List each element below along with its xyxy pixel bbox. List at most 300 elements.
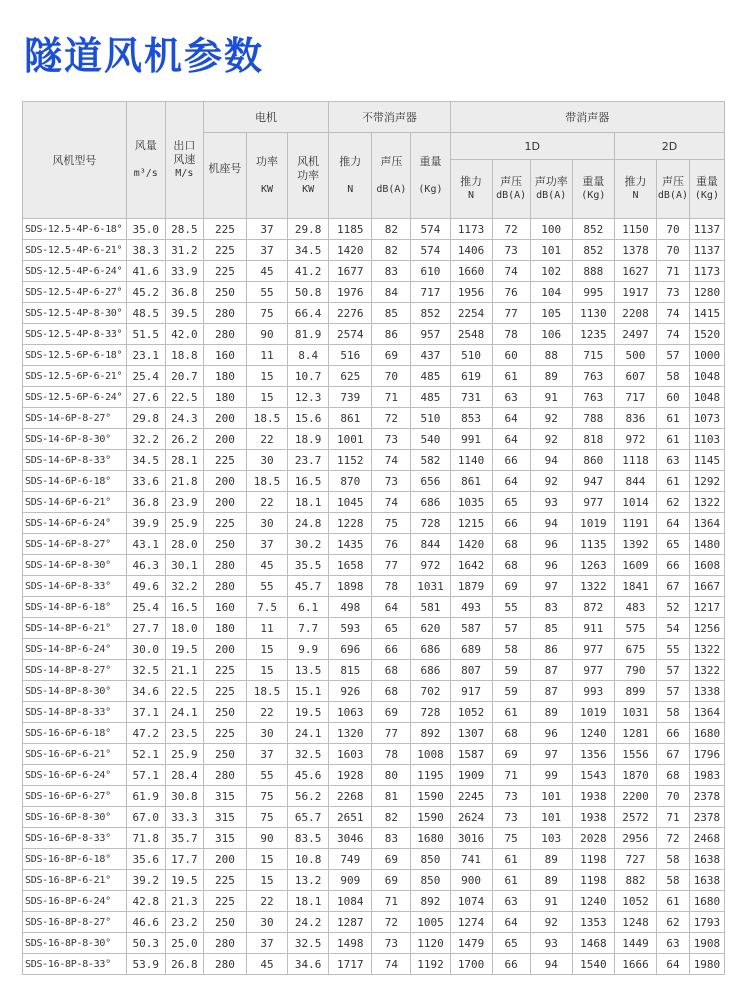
table-cell: 58 — [657, 702, 690, 723]
table-cell: 69 — [372, 702, 411, 723]
table-cell: 3046 — [329, 828, 372, 849]
table-cell: 68 — [372, 660, 411, 681]
cell-model: SDS-16-6P-8-33° — [23, 828, 127, 849]
table-row — [23, 450, 725, 471]
table-cell: 51.5 — [126, 324, 165, 345]
table-cell: 582 — [411, 450, 450, 471]
table-cell: 19.5 — [165, 870, 203, 891]
table-cell: 861 — [329, 408, 372, 429]
header-airflow: 风量 m³/s — [126, 102, 165, 219]
header-1d-weight: 重量 (Kg) — [572, 160, 614, 219]
table-cell: 45.7 — [288, 576, 329, 597]
table-cell: 1198 — [572, 849, 614, 870]
table-cell: 74 — [657, 303, 690, 324]
table-cell: 37 — [247, 534, 288, 555]
table-cell: 225 — [203, 870, 246, 891]
table-row — [23, 387, 725, 408]
table-cell: 993 — [572, 681, 614, 702]
table-cell: 30 — [247, 912, 288, 933]
cell-model: SDS-16-8P-6-18° — [23, 849, 127, 870]
table-cell: 52 — [657, 597, 690, 618]
table-cell: 1281 — [614, 723, 656, 744]
table-cell: 66 — [657, 723, 690, 744]
table-cell: 225 — [203, 660, 246, 681]
table-cell: 1008 — [411, 744, 450, 765]
cell-model: SDS-14-6P-8-27° — [23, 408, 127, 429]
table-cell: 1841 — [614, 576, 656, 597]
header-2d-spl: 声压 dB(A) — [657, 160, 690, 219]
table-cell: 911 — [572, 618, 614, 639]
table-cell: 1677 — [329, 261, 372, 282]
table-cell: 23.7 — [288, 450, 329, 471]
table-cell: 70 — [657, 240, 690, 261]
table-cell: 493 — [450, 597, 492, 618]
table-cell: 1356 — [572, 744, 614, 765]
table-cell: 90 — [247, 324, 288, 345]
table-cell: 37.1 — [126, 702, 165, 723]
table-cell: 61 — [492, 870, 530, 891]
table-cell: 55 — [247, 282, 288, 303]
table-cell: 1135 — [572, 534, 614, 555]
table-cell: 485 — [411, 366, 450, 387]
cell-model: SDS-16-8P-6-24° — [23, 891, 127, 912]
table-cell: 55 — [247, 576, 288, 597]
cell-model: SDS-16-6P-6-24° — [23, 765, 127, 786]
cell-model: SDS-14-6P-6-21° — [23, 492, 127, 513]
table-cell: 72 — [372, 408, 411, 429]
table-cell: 610 — [411, 261, 450, 282]
table-cell: 9.9 — [288, 639, 329, 660]
table-cell: 1240 — [572, 891, 614, 912]
header-1d-spl: 声压 dB(A) — [492, 160, 530, 219]
table-cell: 18.1 — [288, 492, 329, 513]
table-row — [23, 891, 725, 912]
table-cell: 74 — [492, 261, 530, 282]
table-cell: 73 — [372, 471, 411, 492]
table-cell: 717 — [614, 387, 656, 408]
table-cell: 180 — [203, 366, 246, 387]
table-cell: 68 — [492, 555, 530, 576]
table-cell: 77 — [372, 555, 411, 576]
table-cell: 60 — [492, 345, 530, 366]
table-cell: 61 — [657, 408, 690, 429]
header-outlet-speed: 出口 风速 M/s — [165, 102, 203, 219]
table-cell: 1263 — [572, 555, 614, 576]
table-cell: 437 — [411, 345, 450, 366]
table-cell: 1118 — [614, 450, 656, 471]
table-cell: 250 — [203, 912, 246, 933]
cell-model: SDS-16-8P-8-27° — [23, 912, 127, 933]
table-cell: 280 — [203, 954, 246, 975]
table-cell: 30.8 — [165, 786, 203, 807]
table-cell: 35.0 — [126, 219, 165, 240]
table-cell: 280 — [203, 765, 246, 786]
table-row — [23, 513, 725, 534]
table-cell: 53.9 — [126, 954, 165, 975]
table-cell: 860 — [572, 450, 614, 471]
table-cell: 6.1 — [288, 597, 329, 618]
table-cell: 24.1 — [165, 702, 203, 723]
table-cell: 899 — [614, 681, 656, 702]
table-cell: 58 — [657, 870, 690, 891]
cell-model: SDS-16-8P-6-21° — [23, 870, 127, 891]
table-row — [23, 555, 725, 576]
table-cell: 96 — [530, 723, 572, 744]
table-cell: 498 — [329, 597, 372, 618]
table-cell: 18.8 — [165, 345, 203, 366]
table-cell: 1870 — [614, 765, 656, 786]
table-cell: 106 — [530, 324, 572, 345]
table-cell: 94 — [530, 513, 572, 534]
table-cell: 50.3 — [126, 933, 165, 954]
cell-model: SDS-12.5-4P-6-24° — [23, 261, 127, 282]
table-row — [23, 702, 725, 723]
table-cell: 76 — [372, 534, 411, 555]
table-cell: 68 — [492, 723, 530, 744]
table-cell: 64 — [657, 954, 690, 975]
table-cell: 92 — [530, 429, 572, 450]
fan-parameter-table — [22, 101, 725, 975]
table-cell: 25.4 — [126, 366, 165, 387]
table-cell: 763 — [572, 366, 614, 387]
table-cell: 63 — [657, 933, 690, 954]
table-cell: 28.1 — [165, 450, 203, 471]
table-cell: 16.5 — [165, 597, 203, 618]
table-cell: 1215 — [450, 513, 492, 534]
table-cell: 34.5 — [288, 240, 329, 261]
table-cell: 225 — [203, 891, 246, 912]
table-cell: 64 — [492, 912, 530, 933]
table-cell: 67.0 — [126, 807, 165, 828]
table-cell: 33.6 — [126, 471, 165, 492]
table-cell: 66 — [492, 450, 530, 471]
cell-model: SDS-12.5-4P-8-33° — [23, 324, 127, 345]
cell-model: SDS-16-8P-8-30° — [23, 933, 127, 954]
table-cell: 64 — [492, 471, 530, 492]
table-cell: 42.8 — [126, 891, 165, 912]
table-cell: 1052 — [614, 891, 656, 912]
table-cell: 8.4 — [288, 345, 329, 366]
table-cell: 26.2 — [165, 429, 203, 450]
table-cell: 67 — [657, 576, 690, 597]
table-cell: 71.8 — [126, 828, 165, 849]
table-cell: 61 — [492, 702, 530, 723]
table-cell: 73 — [492, 807, 530, 828]
table-cell: 77 — [372, 723, 411, 744]
table-cell: 71 — [657, 261, 690, 282]
table-cell: 1660 — [450, 261, 492, 282]
table-cell: 1908 — [689, 933, 724, 954]
table-cell: 2624 — [450, 807, 492, 828]
table-cell: 1917 — [614, 282, 656, 303]
table-cell: 27.6 — [126, 387, 165, 408]
table-row — [23, 786, 725, 807]
table-cell: 94 — [530, 450, 572, 471]
table-cell: 1019 — [572, 513, 614, 534]
table-cell: 2268 — [329, 786, 372, 807]
table-cell: 1642 — [450, 555, 492, 576]
table-cell: 23.9 — [165, 492, 203, 513]
table-cell: 991 — [450, 429, 492, 450]
table-cell: 1680 — [689, 891, 724, 912]
cell-model: SDS-14-6P-8-30° — [23, 555, 127, 576]
table-cell: 1406 — [450, 240, 492, 261]
table-cell: 28.5 — [165, 219, 203, 240]
table-cell: 225 — [203, 681, 246, 702]
table-cell: 1228 — [329, 513, 372, 534]
table-cell: 11 — [247, 618, 288, 639]
table-cell: 68 — [657, 765, 690, 786]
table-cell: 60 — [657, 387, 690, 408]
table-cell: 57.1 — [126, 765, 165, 786]
table-cell: 83.5 — [288, 828, 329, 849]
table-cell: 30.1 — [165, 555, 203, 576]
table-row — [23, 849, 725, 870]
table-cell: 85 — [530, 618, 572, 639]
table-cell: 315 — [203, 828, 246, 849]
table-cell: 23.2 — [165, 912, 203, 933]
table-cell: 39.2 — [126, 870, 165, 891]
table-cell: 1700 — [450, 954, 492, 975]
table-cell: 1498 — [329, 933, 372, 954]
table-cell: 510 — [411, 408, 450, 429]
table-cell: 909 — [329, 870, 372, 891]
table-cell: 103 — [530, 828, 572, 849]
table-cell: 37 — [247, 933, 288, 954]
table-header — [23, 102, 725, 219]
table-cell: 607 — [614, 366, 656, 387]
table-cell: 1052 — [450, 702, 492, 723]
table-cell: 2572 — [614, 807, 656, 828]
table-cell: 34.5 — [126, 450, 165, 471]
table-cell: 1240 — [572, 723, 614, 744]
table-cell: 807 — [450, 660, 492, 681]
table-cell: 74 — [372, 450, 411, 471]
table-cell: 97 — [530, 744, 572, 765]
table-cell: 1014 — [614, 492, 656, 513]
table-row — [23, 870, 725, 891]
table-cell: 61 — [657, 471, 690, 492]
table-cell: 977 — [572, 639, 614, 660]
table-cell: 11 — [247, 345, 288, 366]
table-cell: 715 — [572, 345, 614, 366]
table-cell: 995 — [572, 282, 614, 303]
cell-model: SDS-16-8P-8-33° — [23, 954, 127, 975]
table-cell: 1609 — [614, 555, 656, 576]
table-cell: 1680 — [411, 828, 450, 849]
table-cell: 69 — [492, 744, 530, 765]
table-cell: 1983 — [689, 765, 724, 786]
table-cell: 65 — [657, 534, 690, 555]
table-cell: 94 — [530, 954, 572, 975]
table-cell: 57 — [657, 660, 690, 681]
table-cell: 727 — [614, 849, 656, 870]
table-cell: 15 — [247, 387, 288, 408]
table-cell: 2468 — [689, 828, 724, 849]
table-cell: 1638 — [689, 870, 724, 891]
table-cell: 1001 — [329, 429, 372, 450]
cell-model: SDS-12.5-4P-6-21° — [23, 240, 127, 261]
table-cell: 1627 — [614, 261, 656, 282]
header-motor: 电机 — [203, 102, 328, 133]
table-cell: 3016 — [450, 828, 492, 849]
table-cell: 82 — [372, 807, 411, 828]
table-cell: 892 — [411, 723, 450, 744]
table-cell: 200 — [203, 429, 246, 450]
table-cell: 74 — [372, 954, 411, 975]
table-cell: 30 — [247, 723, 288, 744]
table-cell: 97 — [530, 576, 572, 597]
cell-model: SDS-16-6P-8-30° — [23, 807, 127, 828]
table-cell: 620 — [411, 618, 450, 639]
table-cell: 574 — [411, 219, 450, 240]
table-cell: 37 — [247, 744, 288, 765]
table-cell: 917 — [450, 681, 492, 702]
table-cell: 78 — [492, 324, 530, 345]
table-cell: 1084 — [329, 891, 372, 912]
table-cell: 62 — [657, 912, 690, 933]
table-cell: 12.3 — [288, 387, 329, 408]
table-row — [23, 324, 725, 345]
cell-model: SDS-14-6P-8-30° — [23, 429, 127, 450]
table-cell: 32.5 — [288, 933, 329, 954]
table-cell: 7.5 — [247, 597, 288, 618]
table-cell: 1556 — [614, 744, 656, 765]
cell-model: SDS-12.5-6P-6-18° — [23, 345, 127, 366]
table-cell: 85 — [372, 303, 411, 324]
table-cell: 1590 — [411, 786, 450, 807]
table-cell: 15 — [247, 660, 288, 681]
header-frame: 机座号 — [203, 133, 246, 219]
table-cell: 43.1 — [126, 534, 165, 555]
table-cell: 2245 — [450, 786, 492, 807]
table-cell: 861 — [450, 471, 492, 492]
table-cell: 1392 — [614, 534, 656, 555]
table-cell: 88 — [530, 345, 572, 366]
table-cell: 64 — [657, 513, 690, 534]
table-cell: 25.4 — [126, 597, 165, 618]
table-cell: 82 — [372, 240, 411, 261]
table-cell: 280 — [203, 303, 246, 324]
table-cell: 68 — [372, 681, 411, 702]
table-cell: 59 — [492, 660, 530, 681]
table-cell: 853 — [450, 408, 492, 429]
cell-model: SDS-16-6P-6-21° — [23, 744, 127, 765]
table-cell: 66 — [657, 555, 690, 576]
table-cell: 64 — [492, 429, 530, 450]
table-cell: 1185 — [329, 219, 372, 240]
table-cell: 78 — [372, 576, 411, 597]
cell-model: SDS-14-8P-6-24° — [23, 639, 127, 660]
table-cell: 21.1 — [165, 660, 203, 681]
table-cell: 54 — [657, 618, 690, 639]
table-cell: 2200 — [614, 786, 656, 807]
table-cell: 75 — [247, 807, 288, 828]
table-cell: 1287 — [329, 912, 372, 933]
cell-model: SDS-14-6P-8-33° — [23, 450, 127, 471]
table-cell: 2548 — [450, 324, 492, 345]
table-cell: 1420 — [450, 534, 492, 555]
table-cell: 24.8 — [288, 513, 329, 534]
table-row — [23, 366, 725, 387]
table-cell: 29.8 — [288, 219, 329, 240]
table-cell: 1338 — [689, 681, 724, 702]
table-cell: 33.3 — [165, 807, 203, 828]
table-cell: 926 — [329, 681, 372, 702]
table-cell: 2574 — [329, 324, 372, 345]
table-cell: 10.8 — [288, 849, 329, 870]
table-cell: 46.6 — [126, 912, 165, 933]
table-row — [23, 534, 725, 555]
table-cell: 90 — [247, 828, 288, 849]
table-cell: 67 — [657, 744, 690, 765]
table-cell: 38.3 — [126, 240, 165, 261]
table-cell: 37 — [247, 219, 288, 240]
table-cell: 35.5 — [288, 555, 329, 576]
table-cell: 73 — [657, 282, 690, 303]
table-cell: 15.6 — [288, 408, 329, 429]
table-cell: 52.1 — [126, 744, 165, 765]
table-row — [23, 240, 725, 261]
table-cell: 1543 — [572, 765, 614, 786]
table-cell: 92 — [530, 408, 572, 429]
table-cell: 900 — [450, 870, 492, 891]
table-cell: 852 — [572, 219, 614, 240]
table-cell: 47.2 — [126, 723, 165, 744]
table-cell: 30.2 — [288, 534, 329, 555]
table-cell: 1307 — [450, 723, 492, 744]
table-cell: 35.6 — [126, 849, 165, 870]
table-cell: 96 — [530, 534, 572, 555]
table-cell: 45.2 — [126, 282, 165, 303]
table-cell: 1793 — [689, 912, 724, 933]
table-cell: 1192 — [411, 954, 450, 975]
table-cell: 15.1 — [288, 681, 329, 702]
table-cell: 581 — [411, 597, 450, 618]
table-cell: 56.2 — [288, 786, 329, 807]
table-row — [23, 828, 725, 849]
table-row — [23, 912, 725, 933]
table-cell: 96 — [530, 555, 572, 576]
table-cell: 100 — [530, 219, 572, 240]
table-cell: 45 — [247, 555, 288, 576]
table-cell: 1590 — [411, 807, 450, 828]
table-cell: 15 — [247, 639, 288, 660]
table-cell: 1120 — [411, 933, 450, 954]
table-cell: 66.4 — [288, 303, 329, 324]
table-cell: 69 — [372, 345, 411, 366]
table-cell: 1035 — [450, 492, 492, 513]
table-cell: 32.5 — [126, 660, 165, 681]
table-cell: 81.9 — [288, 324, 329, 345]
table-cell: 280 — [203, 555, 246, 576]
table-cell: 69 — [372, 849, 411, 870]
table-cell: 1796 — [689, 744, 724, 765]
table-row — [23, 933, 725, 954]
table-cell: 1320 — [329, 723, 372, 744]
table-cell: 89 — [530, 366, 572, 387]
cell-model: SDS-14-6P-8-33° — [23, 576, 127, 597]
table-cell: 1152 — [329, 450, 372, 471]
table-cell: 21.3 — [165, 891, 203, 912]
table-cell: 22 — [247, 492, 288, 513]
table-cell: 72 — [492, 219, 530, 240]
table-cell: 2378 — [689, 807, 724, 828]
table-cell: 65.7 — [288, 807, 329, 828]
table-cell: 45 — [247, 954, 288, 975]
table-cell: 46.3 — [126, 555, 165, 576]
table-cell: 1479 — [450, 933, 492, 954]
